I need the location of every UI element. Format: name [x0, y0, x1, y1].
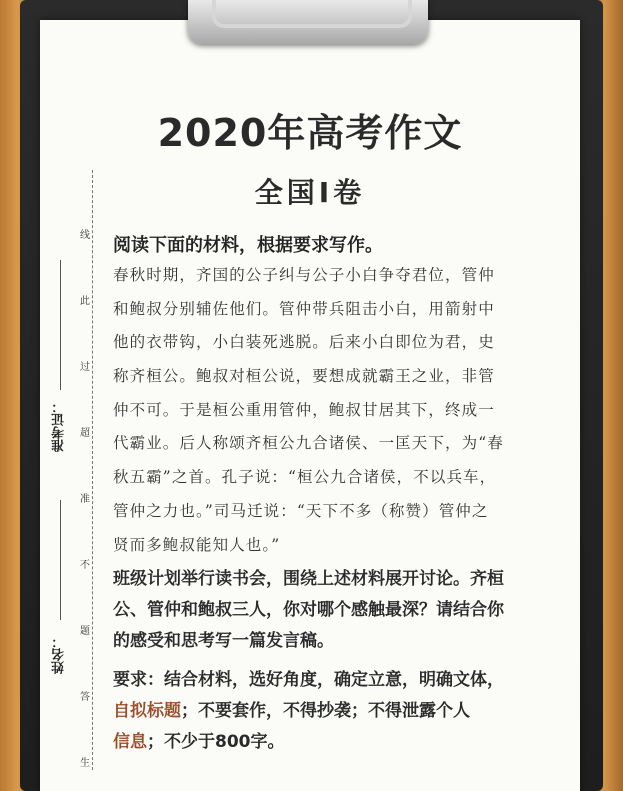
seal-word: 超: [80, 428, 90, 439]
material-line: 秋五霸”之首。孔子说：“桓公九合诸侯，不以兵车，: [113, 468, 497, 487]
clip-ring: [212, 0, 412, 28]
requirement-line: [113, 729, 565, 760]
material-line: 他的衣带钩，小白装死逃脱。后来小白即位为君，史: [113, 333, 495, 352]
seal-word: 过: [80, 362, 90, 373]
reading-material: [113, 263, 565, 566]
requirement-line: [113, 698, 565, 729]
seal-word: 答: [80, 692, 90, 703]
seal-word: 线: [80, 230, 90, 241]
instruction-text: 阅读下面的材料，根据要求写作。: [113, 235, 383, 256]
requirement-highlight: 自拟标题: [113, 701, 181, 721]
seal-word: 此: [80, 296, 90, 307]
seal-line-margin: [40, 170, 100, 770]
material-line: 和鲍叔分别辅佐他们。管仲带兵阻击小白，用箭射中: [113, 299, 495, 318]
task-line: 班级计划举行读书会，围绕上述材料展开讨论。齐桓: [113, 569, 504, 589]
material-line: 仲不可。于是桓公重用管仲，鲍叔甘居其下，终成一: [113, 400, 495, 419]
material-line: 管仲之力也。”司马迁说：“天下不多（称赞）管仲之: [113, 501, 489, 520]
requirement-highlight: 信息: [113, 732, 147, 752]
material-line: 代霸业。后人称颂齐桓公九合诸侯、一匡天下，为“春: [113, 434, 504, 453]
requirement-text: ；不要套作，不得抄袭；不得泄露个人: [181, 701, 470, 721]
exam-paper-subtitle: 全国Ⅰ卷: [254, 176, 366, 209]
exam-id-label: 准考证：: [52, 400, 67, 452]
requirement-line: 要求：结合材料，选好角度，确定立意，明确文体，: [113, 670, 504, 690]
seal-word: 不: [80, 560, 90, 571]
seal-dashed-line: [92, 170, 93, 770]
material-line: 称齐桓公。鲍叔对桓公说，要想成就霸王之业，非管: [113, 367, 495, 386]
exam-id-write-line[interactable]: [60, 260, 61, 390]
task-line: 公、管仲和鲍叔三人，你对哪个感触最深？请结合你: [113, 600, 504, 620]
clipboard-clip: [188, 0, 428, 44]
material-line: 贤而多鲍叔能知人也。”: [113, 535, 281, 554]
requirement-text: ；不少于800字。: [147, 732, 285, 752]
name-write-line[interactable]: [60, 500, 61, 620]
material-line: 春秋时期，齐国的公子纠与公子小白争夺君位，管仲: [113, 266, 495, 284]
name-label: 姓名：: [52, 635, 67, 674]
seal-word: 生: [80, 758, 90, 769]
writing-task: [113, 566, 565, 659]
seal-word: 准: [80, 494, 90, 505]
requirements: [113, 667, 565, 760]
seal-word: 题: [80, 626, 90, 637]
page-title: 2020年高考作文: [157, 111, 463, 155]
task-line: 的感受和思考写一篇发言稿。: [113, 631, 334, 651]
